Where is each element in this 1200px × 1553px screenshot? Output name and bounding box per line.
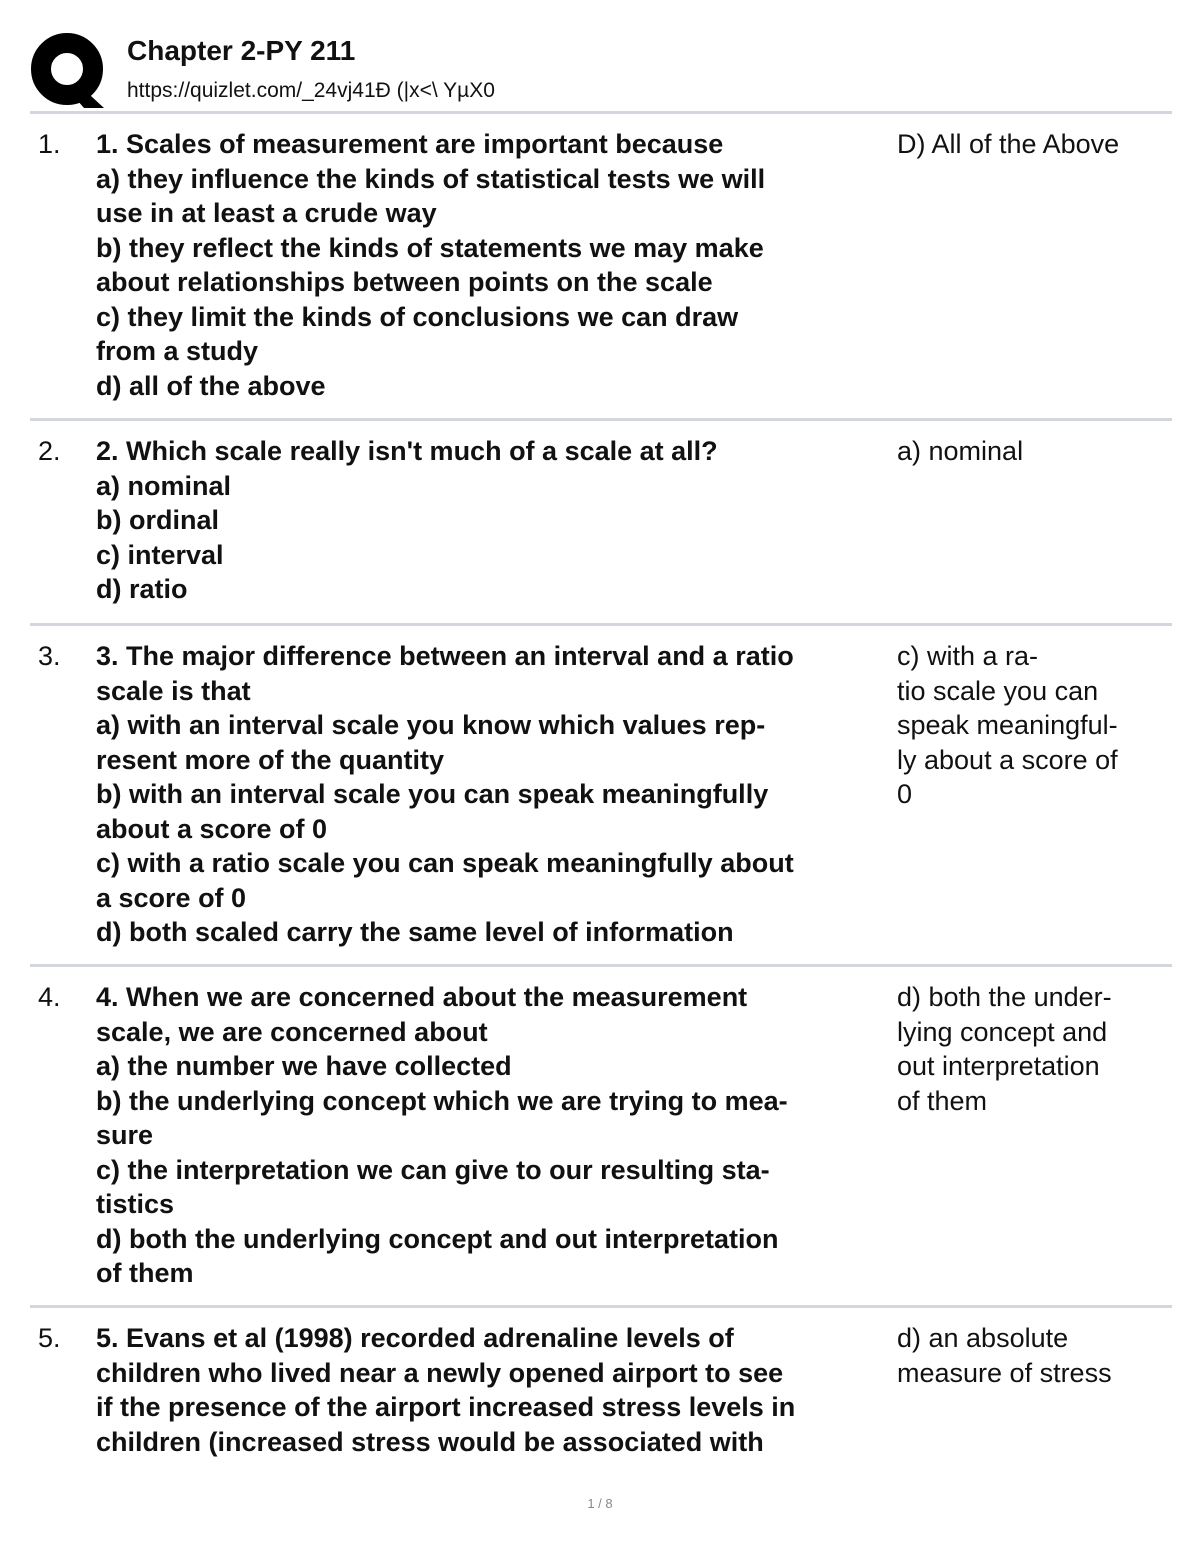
question-term [96,434,896,607]
quizlet-logo-icon [30,32,108,110]
question-term [96,127,896,403]
question-line: 2. Which scale really isn't much of a scale at all? [96,436,718,466]
question-line: resent more of the quantity [96,744,445,775]
answer-line: 0 [897,779,913,809]
answer-line: tio scale you can [897,675,1099,706]
question-line: if the presence of the airport increased stress levels in [96,1392,796,1422]
question-line: b) the underlying concept which we are trying to mea- [96,1085,788,1116]
question-line: a) nominal [96,470,232,501]
flashcard-row [30,418,1172,626]
question-line: from a study [96,336,259,366]
answer-line: d) both the under- [897,982,1112,1012]
question-term [96,639,896,950]
answer-line: c) with a ra- [897,641,1039,671]
card-number: 1. [38,129,61,159]
question-line: c) interval [96,539,224,570]
question-term [96,1321,896,1459]
question-line: d) ratio [96,574,188,604]
question-line: 1. Scales of measurement are important because [96,129,724,159]
question-line: of them [96,1258,194,1288]
answer-line: lying concept and [897,1016,1108,1047]
answer-definition [897,639,1167,812]
question-line: use in at least a crude way [96,198,437,228]
question-line: 4. When we are concerned about the measurement [96,982,748,1012]
card-number: 4. [38,982,61,1012]
question-term [96,980,896,1291]
question-line: scale, we are concerned about [96,1016,488,1047]
question-line: b) with an interval scale you can speak meaningfully [96,779,769,809]
question-line: b) they reflect the kinds of statements we may make [96,232,764,263]
answer-line: a) nominal [897,436,1024,466]
question-line: a) with an interval scale you know which values rep- [96,710,766,740]
answer-definition [897,1321,1167,1390]
question-line: b) ordinal [96,505,219,535]
answer-line: D) All of the Above [897,129,1120,159]
flashcard-row [30,111,1172,421]
answer-definition [897,980,1167,1118]
question-line: d) both scaled carry the same level of information [96,917,734,947]
question-line: c) they limit the kinds of conclusions we can draw [96,301,739,332]
question-line: 3. The major difference between an interval and a ratio [96,641,794,671]
source-url: https://quizlet.com/_24vj41Ð (|x<\ YµX0 [127,79,495,102]
document-header [30,28,1172,110]
page-number: 1 / 8 [587,1496,613,1511]
question-line: children (increased stress would be associated with [96,1426,764,1457]
card-number: 3. [38,641,61,671]
question-line: children who lived near a newly opened airport to see [96,1357,784,1388]
answer-definition [897,434,1167,469]
question-line: sure [96,1120,154,1150]
flashcard-row [30,964,1172,1308]
answer-definition [897,127,1167,162]
question-line: a) the number we have collected [96,1051,512,1081]
answer-line: out interpretation [897,1051,1100,1081]
question-line: tistics [96,1189,175,1219]
answer-line: measure of stress [897,1357,1112,1388]
question-line: a) they influence the kinds of statistical tests we will [96,163,766,194]
answer-line: ly about a score of [897,744,1118,775]
flashcard-row [30,1305,1172,1498]
card-number: 5. [38,1323,61,1353]
card-number: 2. [38,436,61,466]
answer-line: speak meaningful- [897,710,1118,740]
question-line: about relationships between points on the scale [96,267,713,297]
question-line: c) the interpretation we can give to our resulting sta- [96,1154,770,1185]
answer-line: d) an absolute [897,1323,1069,1353]
question-line: d) both the underlying concept and out interpretation [96,1223,779,1254]
question-line: c) with a ratio scale you can speak meaningfully about [96,848,794,878]
question-line: a score of 0 [96,882,247,913]
question-line: scale is that [96,675,251,706]
answer-line: of them [897,1085,988,1116]
document-title: Chapter 2-PY 211 [127,35,356,66]
question-line: 5. Evans et al (1998) recorded adrenaline levels of [96,1323,734,1353]
question-line: d) all of the above [96,370,326,401]
flashcard-row [30,623,1172,967]
question-line: about a score of 0 [96,813,328,844]
